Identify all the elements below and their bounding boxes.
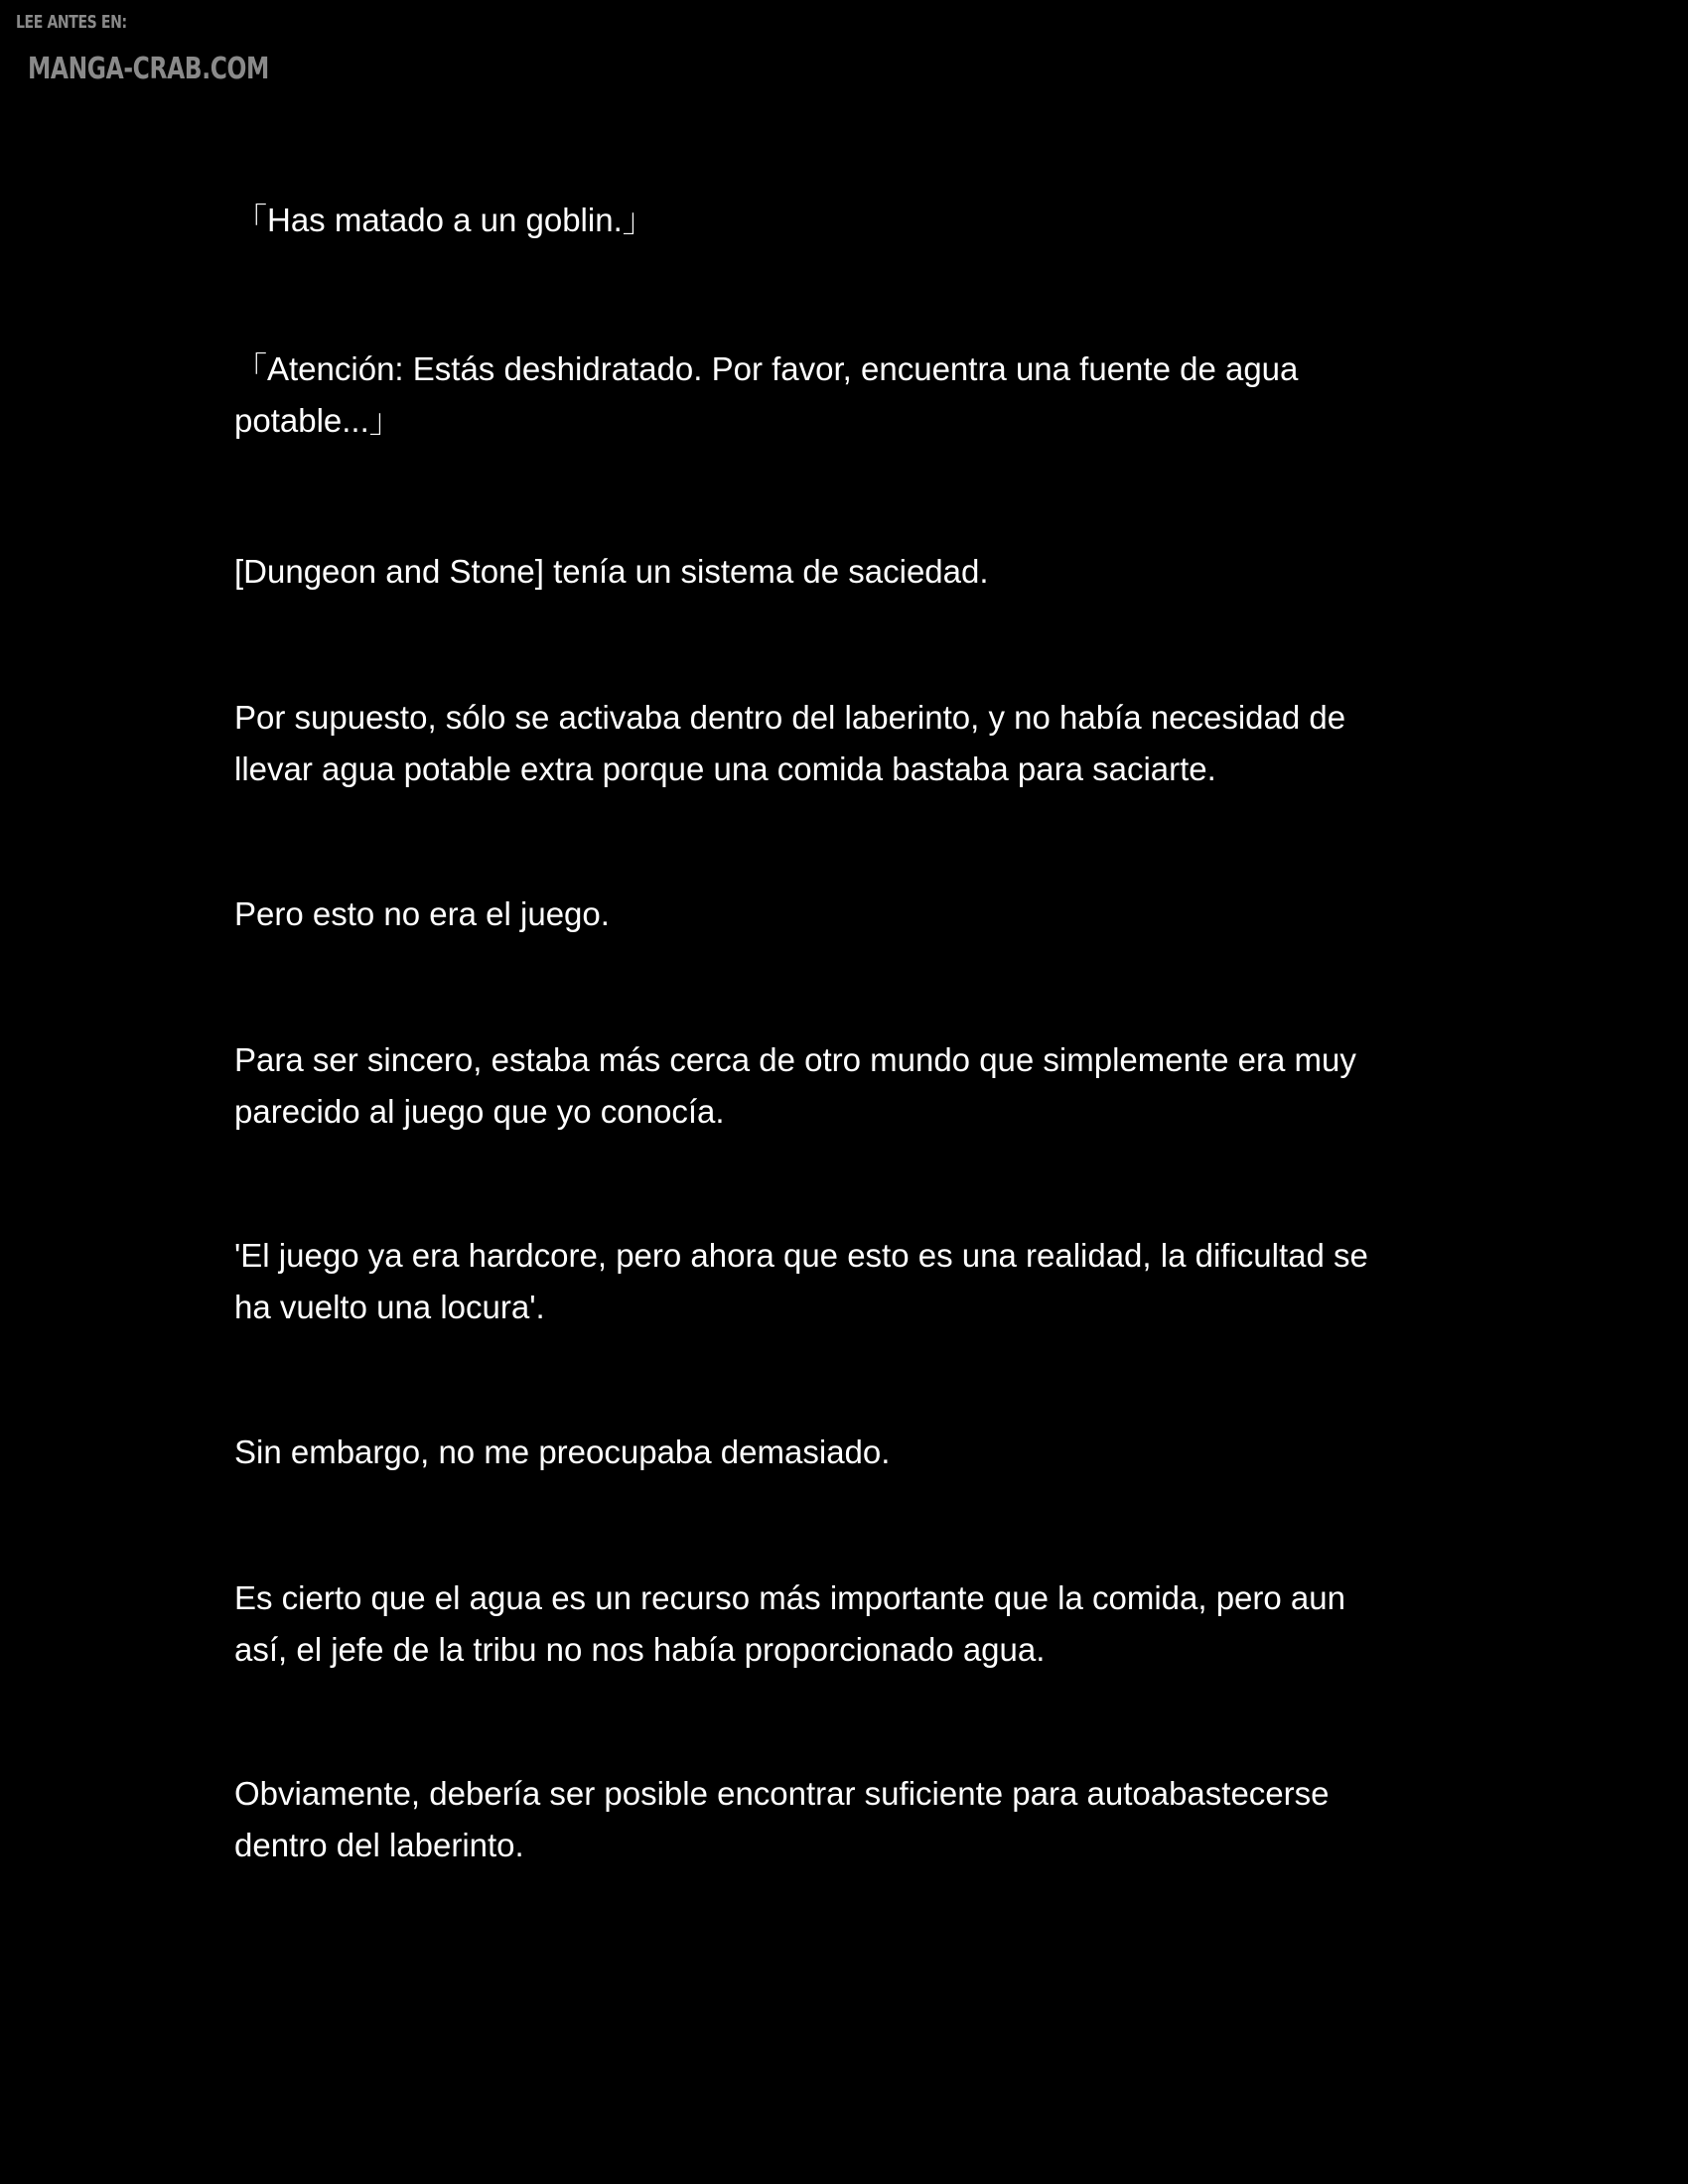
- paragraph-10: [234, 1768, 1466, 1871]
- paragraph-line: dentro del laberinto.: [234, 1827, 524, 1863]
- watermark: [0, 0, 298, 109]
- paragraph-2: [234, 343, 1466, 447]
- paragraph-line: así, el jefe de la tribu no nos había proporcionado agua.: [234, 1631, 1046, 1668]
- paragraph-line: 「Has matado a un goblin.」: [234, 202, 655, 238]
- paragraph-8: [234, 1427, 1466, 1478]
- paragraph-line: Pero esto no era el juego.: [234, 895, 610, 932]
- paragraph-6: [234, 1034, 1466, 1138]
- paragraph-9: [234, 1572, 1466, 1676]
- paragraph-line: 「Atención: Estás deshidratado. Por favor, encuentra una fuente de agua: [234, 350, 1299, 387]
- paragraph-line: Obviamente, debería ser posible encontrar suficiente para autoabastecerse: [234, 1775, 1330, 1812]
- paragraph-line: Sin embargo, no me preocupaba demasiado.: [234, 1433, 891, 1470]
- paragraph-line: Para ser sincero, estaba más cerca de otro mundo que simplemente era muy: [234, 1041, 1356, 1078]
- paragraph-line: 'El juego ya era hardcore, pero ahora que esto es una realidad, la dificultad se: [234, 1237, 1368, 1274]
- watermark-read-first-label: LEE ANTES EN:: [16, 12, 127, 33]
- paragraph-4: [234, 692, 1466, 795]
- paragraph-7: [234, 1230, 1466, 1333]
- paragraph-line: Es cierto que el agua es un recurso más importante que la comida, pero aun: [234, 1579, 1345, 1616]
- paragraph-line: parecido al juego que yo conocía.: [234, 1093, 725, 1130]
- paragraph-line: Por supuesto, sólo se activaba dentro del laberinto, y no había necesidad de: [234, 699, 1346, 736]
- watermark-site-name: MANGA-CRAB.COM: [28, 52, 269, 86]
- paragraph-5: [234, 888, 1466, 940]
- paragraph-1: [234, 195, 1466, 246]
- paragraph-line: [Dungeon and Stone] tenía un sistema de saciedad.: [234, 553, 989, 590]
- paragraph-3: [234, 546, 1466, 598]
- paragraph-line: potable...」: [234, 402, 402, 439]
- paragraph-line: ha vuelto una locura'.: [234, 1289, 545, 1325]
- paragraph-line: llevar agua potable extra porque una comida bastaba para saciarte.: [234, 751, 1216, 787]
